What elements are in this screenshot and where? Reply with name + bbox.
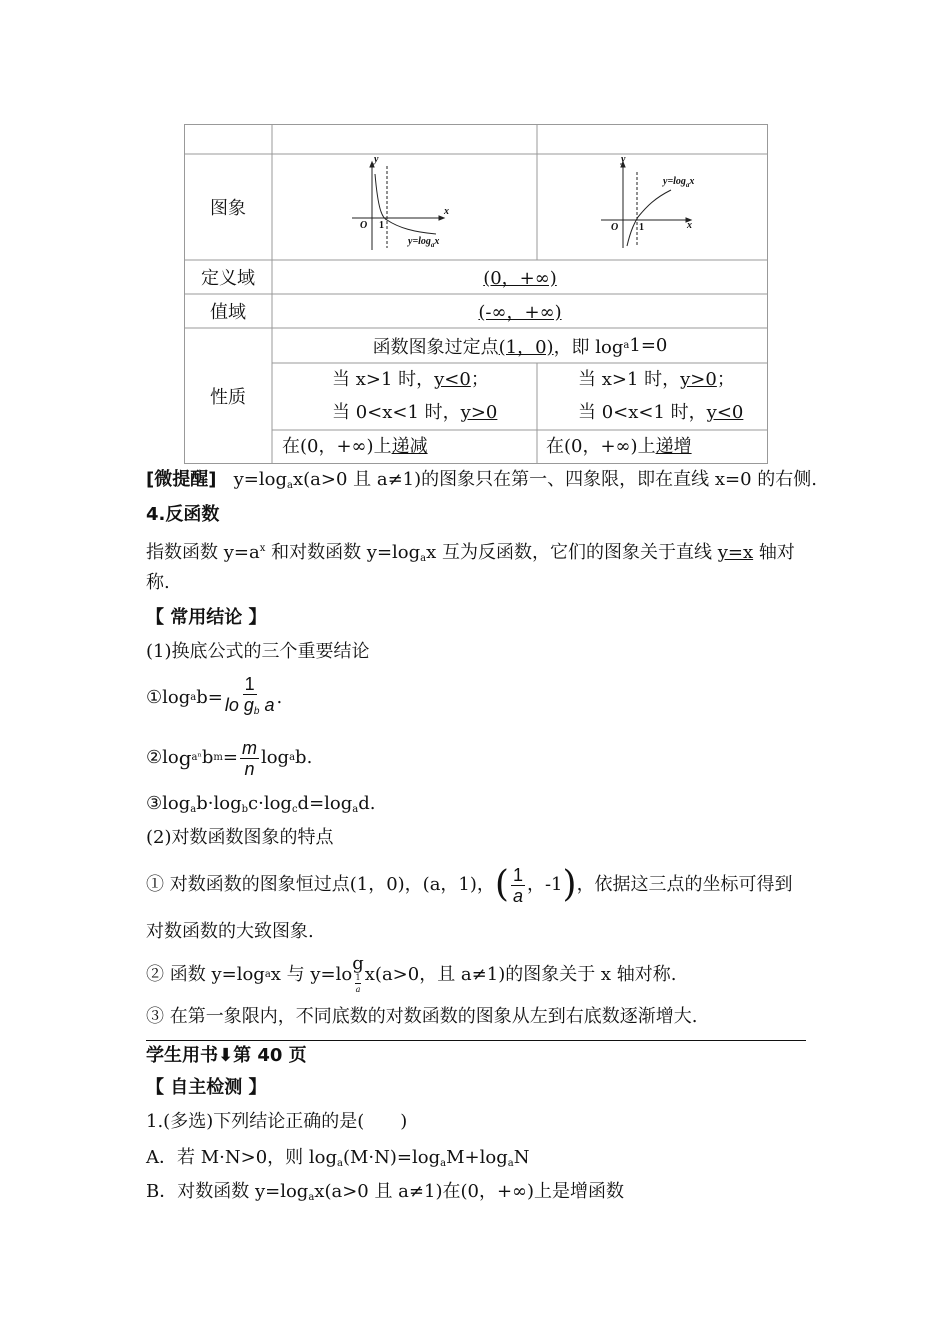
axis-label-x: x bbox=[444, 206, 449, 217]
section-4-title: 4.反函数 bbox=[146, 504, 220, 525]
fixed-point-property: 函数图象过定点 (1，0) ，即 log a 1=0 bbox=[372, 335, 668, 358]
graph-feature-3: ③ 在第一象限内，不同底数的对数函数的图象从左到右底数逐渐增大. bbox=[146, 1006, 698, 1027]
row-label-range: 值域 bbox=[210, 302, 246, 323]
formula-change-of-base-3: $③\log_ab\cdot\log_bc\cdot\log_cd=\log_ad$. bbox=[146, 793, 376, 815]
inverse-function-text: 指数函数 $y=a^x$ 和对数函数 $y=\log_ax$ 互为反函数，它们的图象关于直线 y=x 轴对 bbox=[146, 542, 795, 564]
sign-property-decreasing: 当 x>1 时，y<0； 当 0<x<1 时，y>0 bbox=[332, 369, 498, 423]
monotonic-decreasing: 在(0，+∞)上递减 bbox=[282, 436, 428, 457]
origin-label: O bbox=[611, 222, 619, 233]
curve-label: $y=\log_ax$ bbox=[663, 176, 695, 189]
axis-label-x: x bbox=[687, 220, 692, 231]
conclusions-heading: 【 常用结论 】 bbox=[146, 607, 267, 628]
formula-change-of-base-1: ①log a b= $\frac{1}{lo g_b a}$ . bbox=[146, 676, 282, 720]
option-a: A．若 M·N>0，则 $\log_a(M\cdot N)=\log_aM+\log_aN$ bbox=[146, 1147, 530, 1169]
graph-feature-1-cont: 对数函数的大致图象. bbox=[146, 921, 314, 942]
paren-left: ( bbox=[494, 864, 509, 905]
conclusion-2-title: (2)对数函数图象的特点 bbox=[146, 827, 334, 848]
axis-label-y: y bbox=[621, 154, 626, 165]
curve-label: $y=\log_ax$ bbox=[408, 236, 440, 249]
book-reference: 学生用书⬇第 40 页 bbox=[146, 1045, 307, 1066]
monotonic-increasing: 在(0，+∞)上递增 bbox=[546, 436, 692, 457]
log-properties-table bbox=[184, 124, 768, 464]
formula-change-of-base-2: ②lo g aⁿ b m = $\frac{m}{n}$ log a b. bbox=[146, 737, 313, 779]
section-divider bbox=[146, 1040, 806, 1041]
paren-right: ) bbox=[562, 864, 577, 905]
range-value: (-∞，+∞) bbox=[478, 302, 562, 323]
inverse-function-text-cont: 称. bbox=[146, 572, 170, 593]
self-check-heading: 【 自主检测 】 bbox=[146, 1077, 267, 1098]
fraction: $\frac{1}{a}$ bbox=[512, 864, 523, 906]
graph-increasing-svg bbox=[597, 154, 717, 258]
tick-label-one: 1 bbox=[639, 222, 644, 233]
log-curve-decreasing bbox=[375, 174, 436, 234]
row-label-domain: 定义域 bbox=[201, 268, 255, 289]
log-curve-increasing bbox=[627, 190, 671, 246]
tick-label-one: 1 bbox=[379, 220, 384, 231]
axis-label-y: y bbox=[374, 154, 379, 165]
sign-property-increasing: 当 x>1 时，y>0； 当 0<x<1 时，y<0 bbox=[578, 369, 744, 423]
row-label-image: 图象 bbox=[210, 198, 246, 219]
row-label-property: 性质 bbox=[210, 387, 246, 408]
graph-feature-2: ② 函数 y=log a x 与 y=lo g 1 a x(a>0，且 a≠1)的图象关于 x 轴对称. bbox=[146, 952, 677, 994]
conclusion-1-title: (1)换底公式的三个重要结论 bbox=[146, 641, 370, 662]
graph-increasing bbox=[597, 154, 717, 258]
question-1: 1.(多选)下列结论正确的是( ) bbox=[146, 1111, 408, 1132]
fraction: $\frac{1}{lo g_b a}$ bbox=[224, 674, 275, 717]
fraction: $\frac{m}{n}$ bbox=[241, 737, 257, 779]
graph-feature-1: ① 对数函数的图象恒过点(1，0)，(a，1)， ( $\frac{1}{a}$ ，-1 ) ，依据这三点的坐标可得到 bbox=[146, 864, 793, 906]
tip-note: [微提醒] $y=\log_ax(a>0$ 且 a≠1)的图象只在第一、四象限，即在直线 x=0 的右侧. bbox=[146, 469, 817, 491]
origin-label: O bbox=[360, 220, 368, 231]
graph-decreasing bbox=[344, 154, 464, 258]
domain-value: (0，+∞) bbox=[483, 268, 557, 289]
option-b: B．对数函数 $y=\log_ax(a>0$ 且 a≠1)在(0，+∞)上是增函数 bbox=[146, 1181, 625, 1203]
